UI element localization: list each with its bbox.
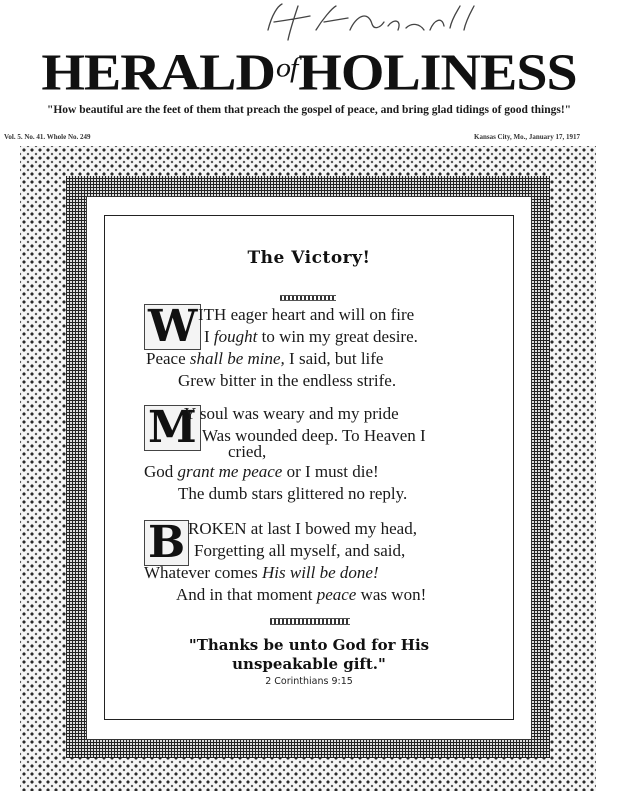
stanza1-line2: I fought to win my great desire. xyxy=(204,327,418,346)
masthead-title xyxy=(0,41,618,101)
poem-title: The Victory! xyxy=(247,248,371,268)
handwritten-signature xyxy=(238,0,488,44)
stanza3-line2: Forgetting all myself, and said, xyxy=(194,541,406,560)
stanza1-line1: ITH eager heart and will on fire xyxy=(198,305,415,324)
stanza2-line4: The dumb stars glittered no reply. xyxy=(178,484,408,503)
title-ornament xyxy=(280,295,336,301)
stanza3-line1: ROKEN at last I bowed my head, xyxy=(188,519,417,538)
motto: "How beautiful are the feet of them that preach the gospel of peace, and bring glad tidings of good things!" xyxy=(46,104,572,116)
title-holiness: HOLINESS xyxy=(298,44,577,102)
dropcap-w: W xyxy=(144,304,201,350)
title-of: of xyxy=(275,52,298,83)
scripture-citation: 2 Corinthians 9:15 xyxy=(265,676,353,687)
stanza1-line3: Peace shall be mine, I said, but life xyxy=(146,349,384,368)
stanza3-line4: And in that moment peace was won! xyxy=(176,585,427,604)
scripture-line2: unspeakable gift." xyxy=(232,655,386,673)
scripture-line1: "Thanks be unto God for His xyxy=(188,636,430,654)
stanza1-line4: Grew bitter in the endless strife. xyxy=(178,371,397,390)
issue-line xyxy=(0,133,618,145)
stanza2-line3: God grant me peace or I must die! xyxy=(144,462,379,481)
stanza2-line2: Was wounded deep. To Heaven I xyxy=(202,426,426,445)
dropcap-b: B xyxy=(144,520,189,566)
stanza2-line2b: cried, xyxy=(228,442,267,461)
stanza2-line1: Y soul was weary and my pride xyxy=(184,404,399,423)
title-herald: HERALD xyxy=(41,44,275,102)
dropcap-m: M xyxy=(144,405,201,451)
scripture-quote xyxy=(104,636,514,674)
issue-date: Kansas City, Mo., January 17, 1917 xyxy=(474,133,580,141)
closing-ornament xyxy=(270,618,350,625)
stanza3-line3: Whatever comes His will be done! xyxy=(144,563,379,582)
volume-number: Vol. 5. No. 41. Whole No. 249 xyxy=(4,133,91,141)
